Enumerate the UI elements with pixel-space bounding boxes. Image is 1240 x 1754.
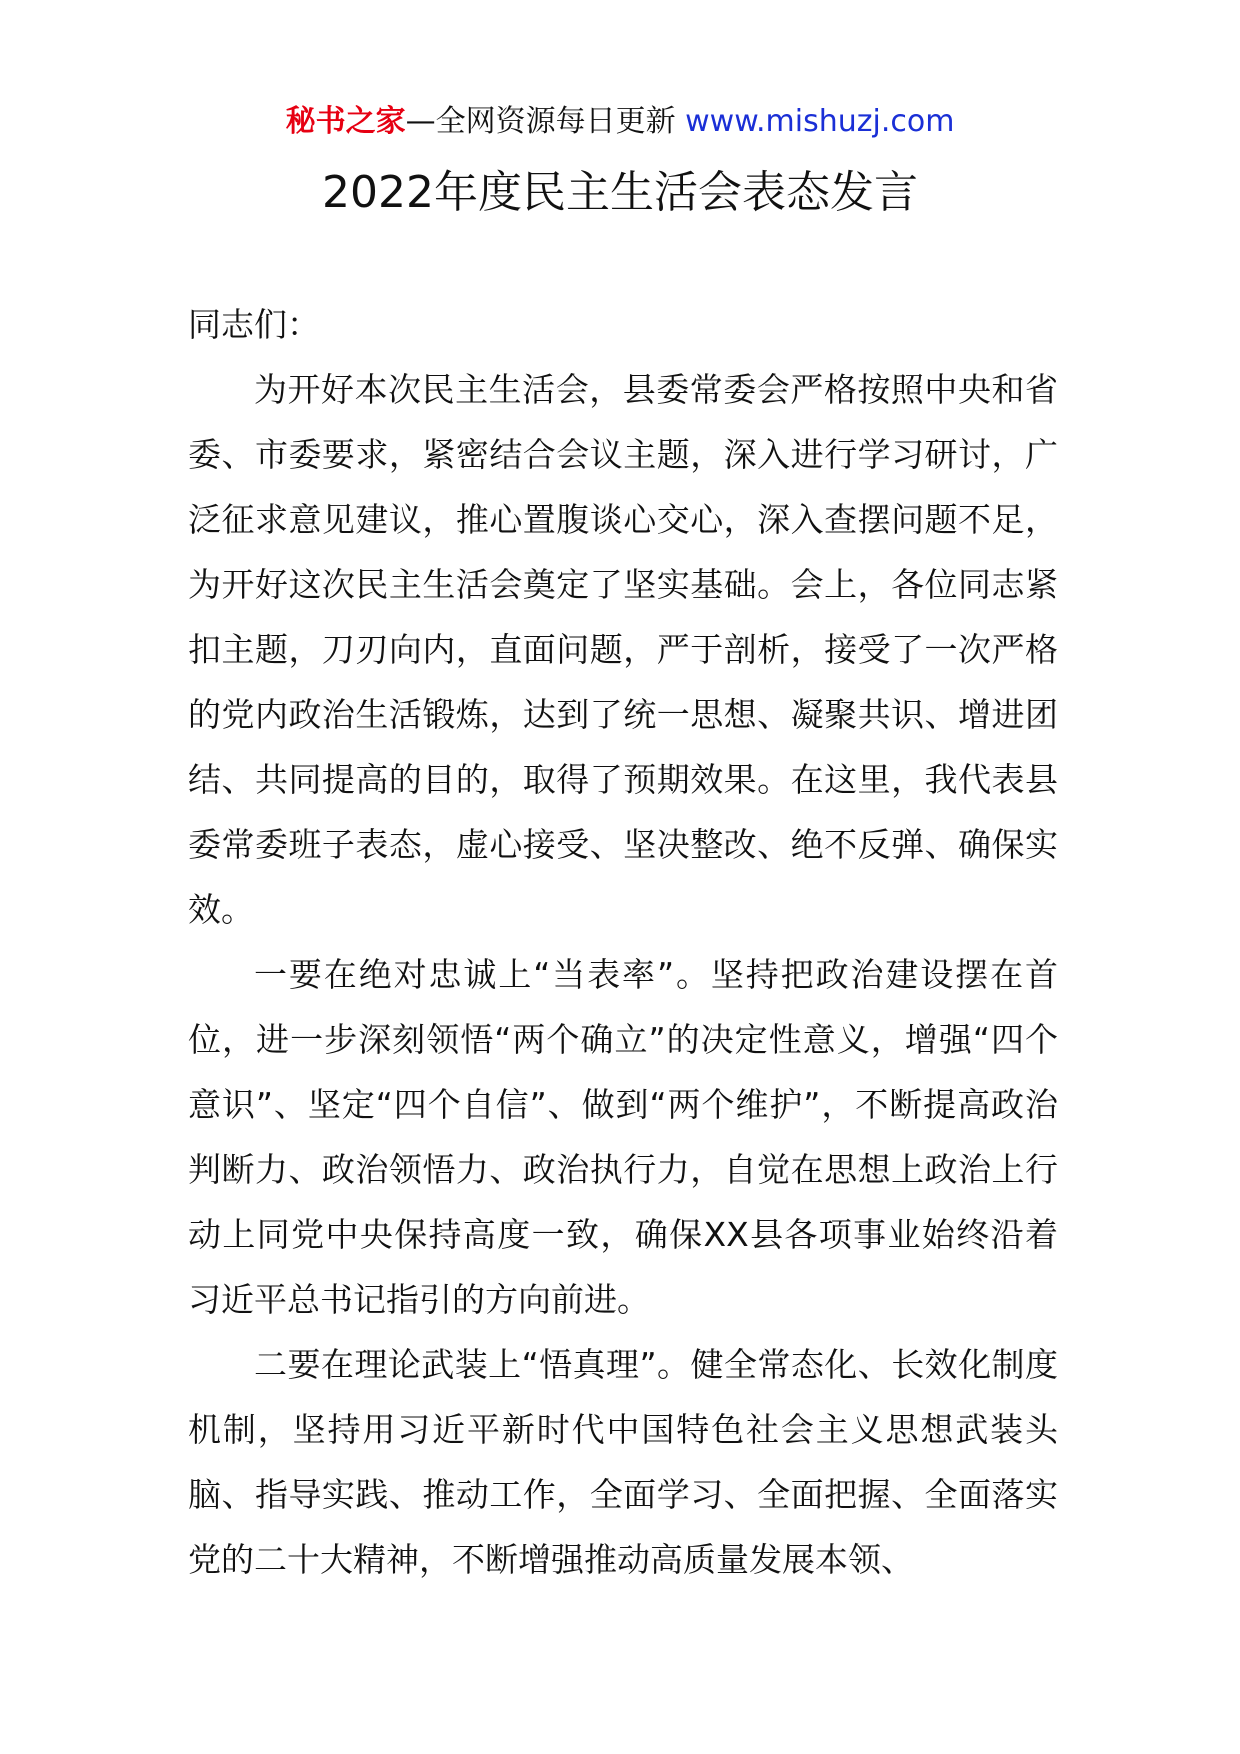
header-slogan: —全网资源每日更新 bbox=[405, 104, 676, 139]
paragraph-point-one: 一要在绝对忠诚上“当表率”。坚持把政治建设摆在首位，进一步深刻领悟“两个确立”的决定性意义，增强“四个意识”、坚定“四个自信”、做到“两个维护”，不断提高政治判断力、政治领悟力、政治执行力，自觉在思想上政治上行动上同党中央保持高度一致，确保XX县各项事业始终沿着习近平总书记指引的方向前进。 bbox=[188, 955, 1058, 1319]
document-title: 2022年度民主生活会表态发言 bbox=[322, 167, 918, 218]
site-url-link[interactable]: www.mishuzj.com bbox=[685, 104, 955, 139]
paragraph-point-two: 二要在理论武装上“悟真理”。健全常态化、长效化制度机制，坚持用习近平新时代中国特色社会主义思想武装头脑、指导实践、推动工作，全面学习、全面把握、全面落实党的二十大精神，不断增强推动高质量发展本领、 bbox=[188, 1345, 1058, 1579]
brand-name: 秘书之家 bbox=[285, 104, 406, 139]
paragraph-intro: 为开好本次民主生活会，县委常委会严格按照中央和省委、市委要求，紧密结合会议主题，深入进行学习研讨，广泛征求意见建议，推心置腹谈心交心，深入查摆问题不足，为开好这次民主生活会奠定了坚实基础。会上，各位同志紧扣主题，刀刃向内，直面问题，严于剖析，接受了一次严格的党内政治生活锻炼，达到了统一思想、凝聚共识、增进团结、共同提高的目的，取得了预期效果。在这里，我代表县委常委班子表态，虚心接受、坚决整改、绝不反弹、确保实效。 bbox=[188, 370, 1058, 929]
document-body bbox=[188, 292, 1058, 1592]
site-header bbox=[0, 100, 1240, 144]
salutation: 同志们： bbox=[188, 305, 320, 344]
